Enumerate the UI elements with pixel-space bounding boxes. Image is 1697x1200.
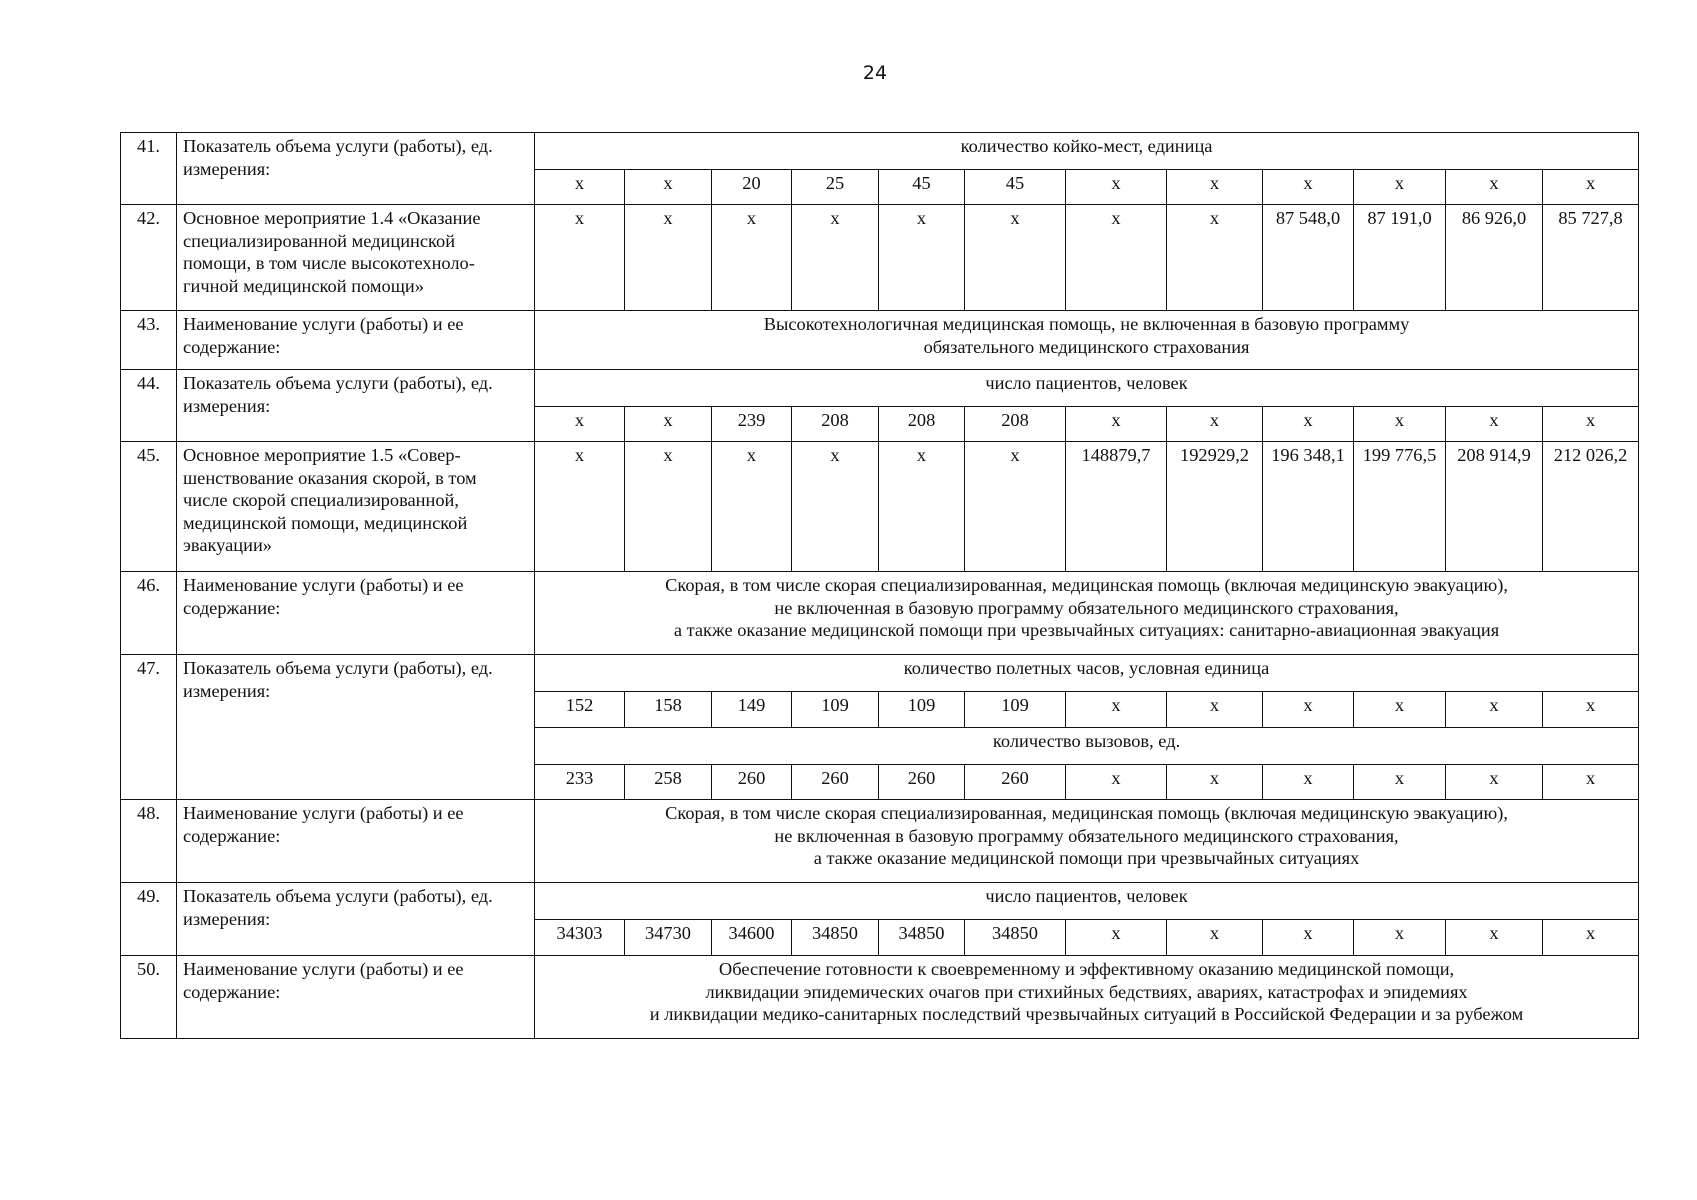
- value-cell: х: [1066, 170, 1167, 205]
- row-number: 43.: [121, 311, 177, 370]
- label-line: шенствование оказания скорой, в том: [183, 467, 477, 488]
- content-line: Обеспечение готовности к своевременному и эффективному оказанию медицинской помощи,: [718, 959, 1455, 979]
- value-cell: х: [1167, 170, 1263, 205]
- unit-title: число пациентов, человек: [535, 883, 1639, 920]
- value-cell: 34303: [535, 920, 625, 956]
- value-cell: 34730: [625, 920, 712, 956]
- value-cell: 20: [712, 170, 792, 205]
- value-cell: х: [535, 205, 625, 311]
- row-label: Наименование услуги (работы) и ее содержание:: [177, 311, 535, 370]
- service-content: [535, 572, 1639, 655]
- value-cell: х: [1167, 692, 1263, 728]
- value-cell: х: [1354, 407, 1446, 442]
- value-cell: х: [1543, 920, 1639, 956]
- row-label: Показатель объема услуги (работы), ед. измерения:: [177, 655, 535, 800]
- value-cell: 212 026,2: [1543, 442, 1639, 572]
- service-content: [535, 800, 1639, 883]
- row-number: 41.: [121, 133, 177, 205]
- row-number: 42.: [121, 205, 177, 311]
- value-cell: х: [1167, 920, 1263, 956]
- value-cell: 45: [965, 170, 1066, 205]
- service-content: [535, 311, 1639, 370]
- value-cell: 109: [879, 692, 965, 728]
- value-cell: х: [1543, 407, 1639, 442]
- unit-title: число пациентов, человек: [535, 370, 1639, 407]
- value-cell: 25: [792, 170, 879, 205]
- value-cell: х: [879, 442, 965, 572]
- value-cell: 148879,7: [1066, 442, 1167, 572]
- value-cell: 85 727,8: [1543, 205, 1639, 311]
- row-number: 46.: [121, 572, 177, 655]
- label-line: помощи, в том числе высокотехноло-: [183, 253, 475, 273]
- value-cell: х: [1354, 765, 1446, 800]
- table-row: [121, 311, 1639, 370]
- row-label: Наименование услуги (работы) и ее содержание:: [177, 800, 535, 883]
- value-cell: 260: [792, 765, 879, 800]
- value-cell: 208 914,9: [1446, 442, 1543, 572]
- value-cell: 158: [625, 692, 712, 728]
- value-cell: х: [965, 442, 1066, 572]
- value-cell: х: [1446, 170, 1543, 205]
- value-cell: х: [1354, 692, 1446, 728]
- value-cell: х: [625, 442, 712, 572]
- table-row: [121, 133, 1639, 170]
- value-cell: 87 191,0: [1354, 205, 1446, 311]
- content-line: а также оказание медицинской помощи при чрезвычайных ситуациях: санитарно-авиационная эвакуация: [673, 620, 1500, 640]
- value-cell: х: [535, 170, 625, 205]
- content-line: а также оказание медицинской помощи при чрезвычайных ситуациях: [813, 848, 1360, 868]
- content-line: не включенная в базовую программу обязательного медицинского страхования,: [774, 825, 1399, 846]
- value-cell: 239: [712, 407, 792, 442]
- value-cell: х: [1066, 920, 1167, 956]
- unit-title: количество вызовов, ед.: [535, 728, 1639, 765]
- value-cell: х: [1066, 205, 1167, 311]
- label-line: гичной медицинской помощи»: [183, 275, 424, 296]
- content-line: Скорая, в том числе скорая специализированная, медицинская помощь (включая медицинскую эвакуацию),: [665, 803, 1508, 823]
- row-number: 50.: [121, 956, 177, 1039]
- value-cell: х: [1066, 692, 1167, 728]
- value-cell: х: [1263, 407, 1354, 442]
- value-cell: 192929,2: [1167, 442, 1263, 572]
- unit-title: количество койко-мест, единица: [535, 133, 1639, 170]
- value-cell: 34600: [712, 920, 792, 956]
- value-cell: 258: [625, 765, 712, 800]
- content-line: не включенная в базовую программу обязательного медицинского страхования,: [774, 597, 1399, 618]
- value-cell: х: [1263, 765, 1354, 800]
- value-cell: х: [625, 205, 712, 311]
- service-content: [535, 956, 1639, 1039]
- value-cell: 152: [535, 692, 625, 728]
- table-row: [121, 800, 1639, 883]
- value-cell: х: [1066, 407, 1167, 442]
- row-label: Наименование услуги (работы) и ее содержание:: [177, 572, 535, 655]
- row-label: Показатель объема услуги (работы), ед. измерения:: [177, 370, 535, 442]
- value-cell: х: [1354, 920, 1446, 956]
- value-cell: 233: [535, 765, 625, 800]
- label-line: Основное мероприятие 1.4 «Оказание: [183, 208, 481, 228]
- label-line: эвакуации»: [183, 535, 273, 555]
- value-cell: х: [965, 205, 1066, 311]
- table-row: [121, 572, 1639, 655]
- value-cell: х: [1543, 765, 1639, 800]
- label-line: Основное мероприятие 1.5 «Совер-: [183, 445, 461, 465]
- value-cell: х: [1263, 920, 1354, 956]
- row-label: Наименование услуги (работы) и ее содержание:: [177, 956, 535, 1039]
- value-cell: х: [1446, 692, 1543, 728]
- value-cell: 34850: [965, 920, 1066, 956]
- value-cell: х: [879, 205, 965, 311]
- value-cell: х: [1446, 407, 1543, 442]
- label-line: медицинской помощи, медицинской: [183, 512, 468, 533]
- value-cell: х: [625, 407, 712, 442]
- value-cell: 208: [792, 407, 879, 442]
- value-cell: х: [625, 170, 712, 205]
- content-line: Высокотехнологичная медицинская помощь, не включенная в базовую программу: [763, 314, 1410, 334]
- value-cell: х: [1167, 407, 1263, 442]
- content-line: Скорая, в том числе скорая специализированная, медицинская помощь (включая медицинскую эвакуацию),: [665, 575, 1508, 595]
- value-cell: х: [1263, 170, 1354, 205]
- value-cell: 260: [965, 765, 1066, 800]
- value-cell: 34850: [879, 920, 965, 956]
- row-label: Показатель объема услуги (работы), ед. измерения:: [177, 133, 535, 205]
- value-cell: х: [1066, 765, 1167, 800]
- content-line: и ликвидации медико-санитарных последствий чрезвычайных ситуаций в Российской Федерации и за рубежом: [649, 1004, 1524, 1024]
- row-number: 48.: [121, 800, 177, 883]
- row-label: [177, 442, 535, 572]
- value-cell: х: [1543, 692, 1639, 728]
- row-number: 45.: [121, 442, 177, 572]
- value-cell: х: [1446, 920, 1543, 956]
- table-row: [121, 655, 1639, 692]
- value-cell: х: [535, 442, 625, 572]
- value-cell: х: [1446, 765, 1543, 800]
- value-cell: 196 348,1: [1263, 442, 1354, 572]
- value-cell: 260: [712, 765, 792, 800]
- value-cell: 149: [712, 692, 792, 728]
- table-row: [121, 370, 1639, 407]
- row-number: 47.: [121, 655, 177, 800]
- value-cell: 208: [879, 407, 965, 442]
- value-cell: х: [792, 442, 879, 572]
- table-row: [121, 205, 1639, 311]
- label-line: специализированной медицинской: [183, 230, 456, 251]
- value-cell: х: [1263, 692, 1354, 728]
- label-line: числе скорой специализированной,: [183, 490, 459, 510]
- content-line: обязательного медицинского страхования: [923, 336, 1250, 357]
- row-label: [177, 205, 535, 311]
- table-row: [121, 442, 1639, 572]
- value-cell: х: [712, 205, 792, 311]
- value-cell: х: [712, 442, 792, 572]
- document-table: [120, 132, 1639, 1039]
- value-cell: 45: [879, 170, 965, 205]
- value-cell: 34850: [792, 920, 879, 956]
- row-label: Показатель объема услуги (работы), ед. измерения:: [177, 883, 535, 956]
- value-cell: х: [792, 205, 879, 311]
- value-cell: 109: [792, 692, 879, 728]
- value-cell: 87 548,0: [1263, 205, 1354, 311]
- value-cell: 109: [965, 692, 1066, 728]
- table-row: [121, 883, 1639, 920]
- value-cell: х: [1167, 205, 1263, 311]
- value-cell: х: [1354, 170, 1446, 205]
- row-number: 49.: [121, 883, 177, 956]
- unit-title: количество полетных часов, условная единица: [535, 655, 1639, 692]
- value-cell: х: [1167, 765, 1263, 800]
- row-number: 44.: [121, 370, 177, 442]
- table-row: [121, 956, 1639, 1039]
- value-cell: 260: [879, 765, 965, 800]
- page-number: 24: [862, 62, 888, 84]
- value-cell: 208: [965, 407, 1066, 442]
- value-cell: 86 926,0: [1446, 205, 1543, 311]
- value-cell: 199 776,5: [1354, 442, 1446, 572]
- content-line: ликвидации эпидемических очагов при стихийных бедствиях, авариях, катастрофах и эпидемиях: [705, 981, 1468, 1002]
- value-cell: х: [535, 407, 625, 442]
- value-cell: х: [1543, 170, 1639, 205]
